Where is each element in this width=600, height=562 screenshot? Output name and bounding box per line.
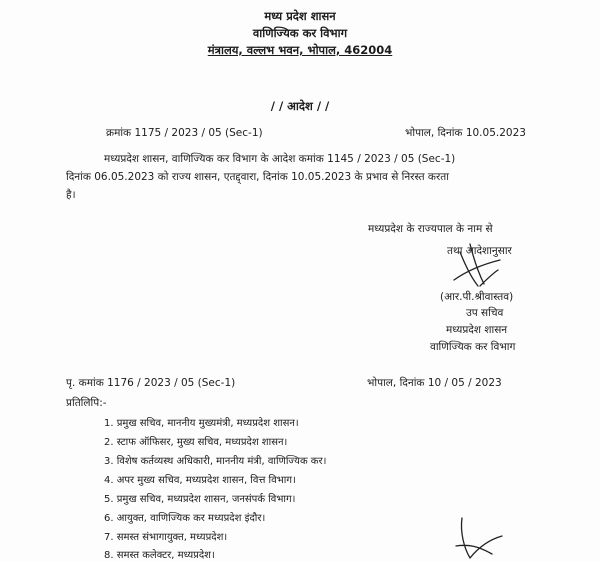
signature-mark-2 [448,510,528,561]
copy-list-item: 8. समस्त कलेक्टर, मध्यप्रदेश। [104,550,215,561]
order-body-line-1: मध्यप्रदेश शासन, वाणिज्यिक कर विभाग के आदेश कमांक 1145 / 2023 / 05 (Sec-1) [104,153,456,165]
header-line-3: मंत्रालय, वल्लभ भवन, भोपाल, 462004 [207,43,393,57]
endorsement-number: पृ. कमांक 1176 / 2023 / 05 (Sec-1) [66,377,236,389]
copy-list-item: 1. प्रमुख सचिव, माननीय मुख्यमंत्री, मध्यप्रदेश शासन। [104,418,299,429]
signatory-designation: उप सचिव [466,307,504,319]
copy-list-item: 7. समस्त संभागायुक्त, मध्यप्रदेश। [104,532,228,543]
governor-line: मध्यप्रदेश के राज्यपाल के नाम से [368,223,493,235]
copy-list-item: 6. आयुक्त, वाणिज्यिक कर मध्यप्रदेश इंदौर। [104,513,266,524]
endorsement-date: भोपाल, दिनांक 10 / 05 / 2023 [367,377,502,389]
header-line-2: वाणिज्यिक कर विभाग [252,26,348,40]
signatory-name: (आर.पी.श्रीवास्तव) [440,291,514,303]
header-line-1: मध्य प्रदेश शासन [264,9,336,23]
copy-label: प्रतिलिपि:- [66,397,107,409]
order-date: भोपाल, दिनांक 10.05.2023 [405,127,526,139]
signatory-office-1: मध्यप्रदेश शासन [446,324,508,336]
signature-mark-1 [440,240,510,295]
order-body-line-2: दिनांक 06.05.2023 को राज्य शासन, एतद्द्वारा, दिनांक 10.05.2023 के प्रभाव से निरस्त करता [66,171,449,183]
order-number: क्रमांक 1175 / 2023 / 05 (Sec-1) [106,127,263,139]
copy-list-item: 5. प्रमुख सचिव, मध्यप्रदेश शासन, जनसंपर्क विभाग। [104,494,296,505]
copy-list-item: 2. स्टाफ ऑफिसर, मुख्य सचिव, मध्यप्रदेश शासन। [104,437,288,448]
order-body-line-3: है। [66,189,76,201]
signatory-office-2: वाणिज्यिक कर विभाग [430,341,516,353]
copy-list-item: 3. विशेष कर्तव्यस्थ अधिकारी, माननीय मंत्री, वाणिज्यिक कर। [104,456,327,467]
copy-list-item: 4. अपर मुख्य सचिव, मध्यप्रदेश शासन, वित्त विभाग। [104,475,296,486]
order-title: / / आदेश / / [270,99,330,113]
as-ordered-line: तथा आदेशानुसार [447,245,512,257]
